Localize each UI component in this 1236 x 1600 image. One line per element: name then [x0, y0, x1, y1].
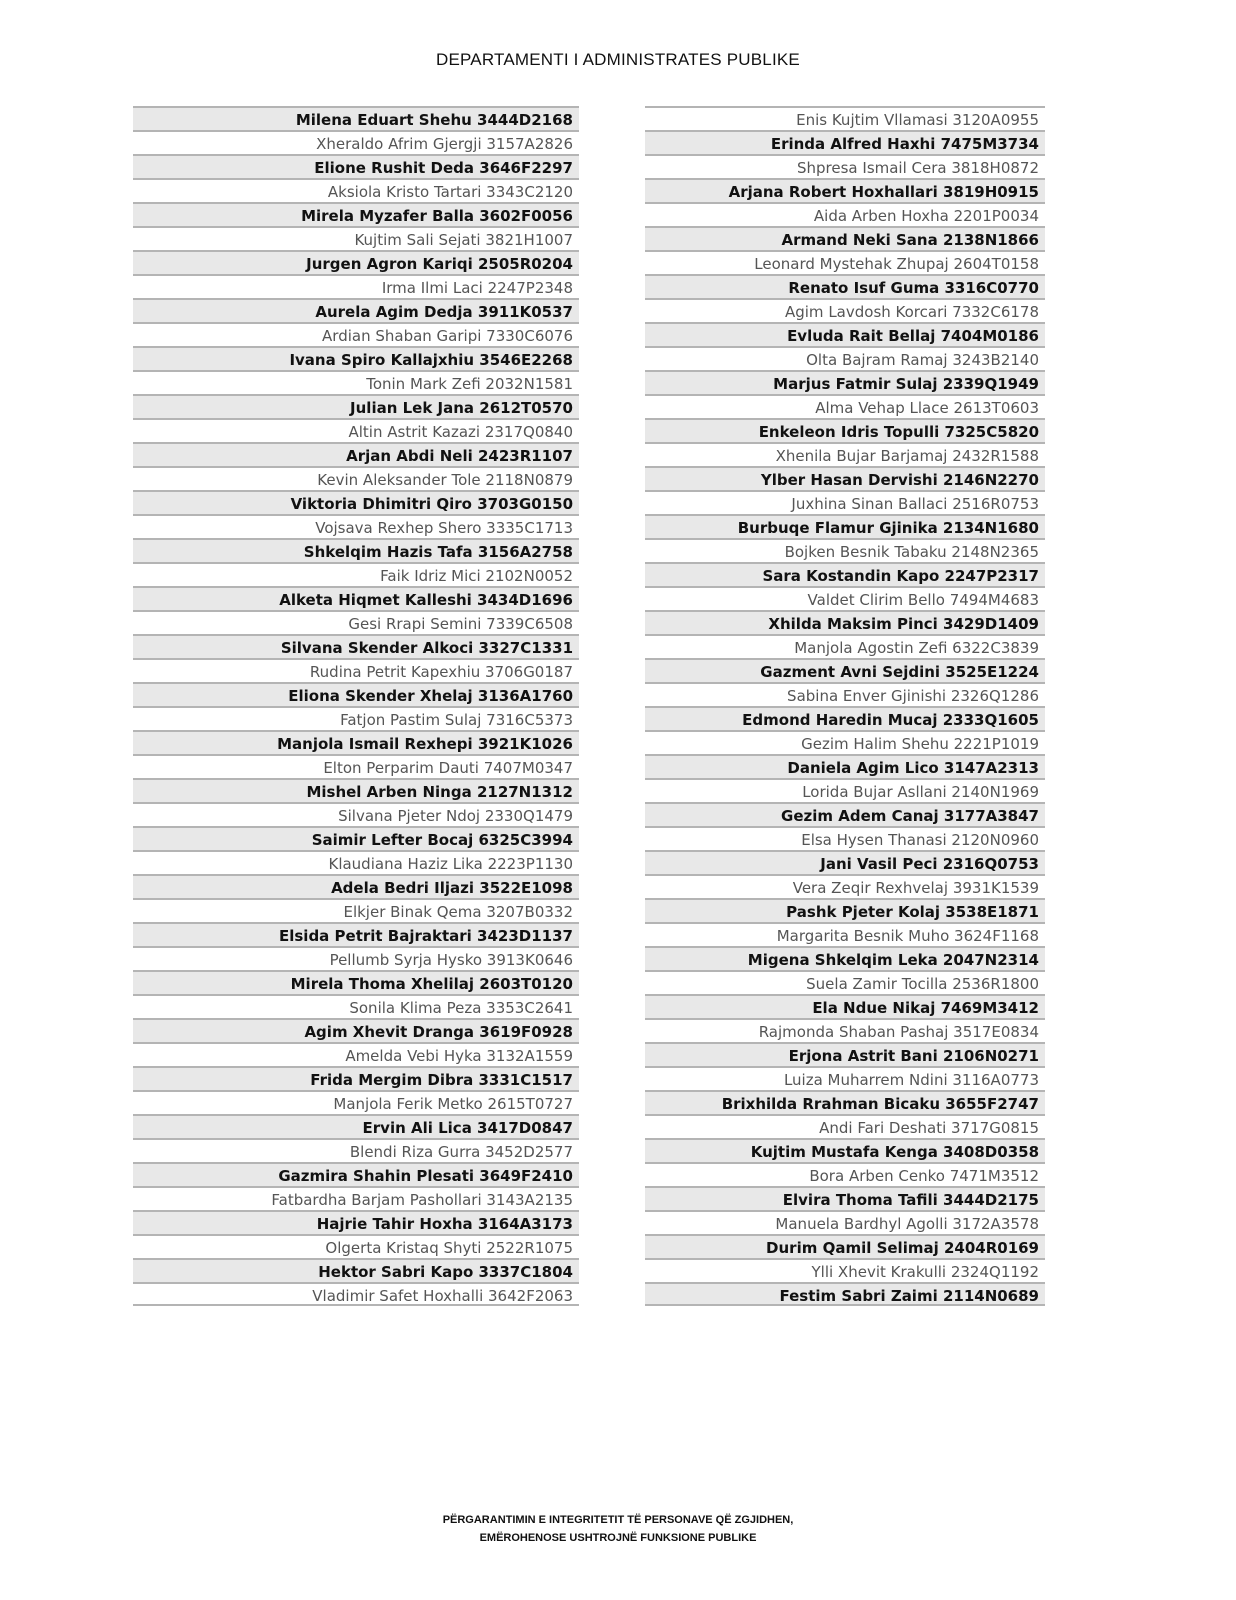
name-row: Fatbardha Barjam Pashollari 3143A2135 — [133, 1186, 579, 1210]
name-row: Eliona Skender Xhelaj 3136A1760 — [133, 682, 579, 706]
name-row: Enis Kujtim Vllamasi 3120A0955 — [645, 106, 1045, 130]
name-row: Gazment Avni Sejdini 3525E1224 — [645, 658, 1045, 682]
name-row: Aida Arben Hoxha 2201P0034 — [645, 202, 1045, 226]
name-row: Vladimir Safet Hoxhalli 3642F2063 — [133, 1282, 579, 1306]
name-row: Faik Idriz Mici 2102N0052 — [133, 562, 579, 586]
name-row: Olta Bajram Ramaj 3243B2140 — [645, 346, 1045, 370]
name-row: Shkelqim Hazis Tafa 3156A2758 — [133, 538, 579, 562]
name-row: Suela Zamir Tocilla 2536R1800 — [645, 970, 1045, 994]
name-row: Manjola Ferik Metko 2615T0727 — [133, 1090, 579, 1114]
name-row: Manjola Ismail Rexhepi 3921K1026 — [133, 730, 579, 754]
name-row: Ivana Spiro Kallajxhiu 3546E2268 — [133, 346, 579, 370]
name-row: Saimir Lefter Bocaj 6325C3994 — [133, 826, 579, 850]
name-row: Rajmonda Shaban Pashaj 3517E0834 — [645, 1018, 1045, 1042]
name-row: Mirela Thoma Xhelilaj 2603T0120 — [133, 970, 579, 994]
name-row: Andi Fari Deshati 3717G0815 — [645, 1114, 1045, 1138]
name-row: Festim Sabri Zaimi 2114N0689 — [645, 1282, 1045, 1306]
name-row: Marjus Fatmir Sulaj 2339Q1949 — [645, 370, 1045, 394]
name-row: Ela Ndue Nikaj 7469M3412 — [645, 994, 1045, 1018]
name-row: Renato Isuf Guma 3316C0770 — [645, 274, 1045, 298]
name-row: Edmond Haredin Mucaj 2333Q1605 — [645, 706, 1045, 730]
name-row: Armand Neki Sana 2138N1866 — [645, 226, 1045, 250]
name-row: Migena Shkelqim Leka 2047N2314 — [645, 946, 1045, 970]
name-row: Vojsava Rexhep Shero 3335C1713 — [133, 514, 579, 538]
name-row: Elvira Thoma Tafili 3444D2175 — [645, 1186, 1045, 1210]
name-row: Bojken Besnik Tabaku 2148N2365 — [645, 538, 1045, 562]
name-row: Sonila Klima Peza 3353C2641 — [133, 994, 579, 1018]
name-row: Ylber Hasan Dervishi 2146N2270 — [645, 466, 1045, 490]
name-row: Mirela Myzafer Balla 3602F0056 — [133, 202, 579, 226]
name-row: Sara Kostandin Kapo 2247P2317 — [645, 562, 1045, 586]
name-row: Agim Lavdosh Korcari 7332C6178 — [645, 298, 1045, 322]
name-row: Manjola Agostin Zefi 6322C3839 — [645, 634, 1045, 658]
name-row: Ardian Shaban Garipi 7330C6076 — [133, 322, 579, 346]
name-row: Elton Perparim Dauti 7407M0347 — [133, 754, 579, 778]
footer-line-2: EMËROHENOSE USHTROJNË FUNKSIONE PUBLIKE — [479, 1532, 757, 1544]
name-row: Erjona Astrit Bani 2106N0271 — [645, 1042, 1045, 1066]
name-row: Margarita Besnik Muho 3624F1168 — [645, 922, 1045, 946]
name-row: Aurela Agim Dedja 3911K0537 — [133, 298, 579, 322]
name-row: Leonard Mystehak Zhupaj 2604T0158 — [645, 250, 1045, 274]
name-row: Enkeleon Idris Topulli 7325C5820 — [645, 418, 1045, 442]
name-row: Mishel Arben Ninga 2127N1312 — [133, 778, 579, 802]
name-row: Aksiola Kristo Tartari 3343C2120 — [133, 178, 579, 202]
name-row: Elsa Hysen Thanasi 2120N0960 — [645, 826, 1045, 850]
name-row: Alma Vehap Llace 2613T0603 — [645, 394, 1045, 418]
name-row: Julian Lek Jana 2612T0570 — [133, 394, 579, 418]
name-row: Xhenila Bujar Barjamaj 2432R1588 — [645, 442, 1045, 466]
name-row: Elione Rushit Deda 3646F2297 — [133, 154, 579, 178]
name-row: Hektor Sabri Kapo 3337C1804 — [133, 1258, 579, 1282]
name-row: Olgerta Kristaq Shyti 2522R1075 — [133, 1234, 579, 1258]
name-row: Luiza Muharrem Ndini 3116A0773 — [645, 1066, 1045, 1090]
name-row: Lorida Bujar Asllani 2140N1969 — [645, 778, 1045, 802]
name-row: Xheraldo Afrim Gjergji 3157A2826 — [133, 130, 579, 154]
name-row: Gesi Rrapi Semini 7339C6508 — [133, 610, 579, 634]
name-row: Brixhilda Rrahman Bicaku 3655F2747 — [645, 1090, 1045, 1114]
name-row: Elkjer Binak Qema 3207B0332 — [133, 898, 579, 922]
name-row: Alketa Hiqmet Kalleshi 3434D1696 — [133, 586, 579, 610]
name-row: Sabina Enver Gjinishi 2326Q1286 — [645, 682, 1045, 706]
name-row: Amelda Vebi Hyka 3132A1559 — [133, 1042, 579, 1066]
name-row: Kujtim Sali Sejati 3821H1007 — [133, 226, 579, 250]
name-row: Silvana Pjeter Ndoj 2330Q1479 — [133, 802, 579, 826]
name-row: Gazmira Shahin Plesati 3649F2410 — [133, 1162, 579, 1186]
page-title: DEPARTAMENTI I ADMINISTRATES PUBLIKE — [436, 50, 800, 69]
name-row: Juxhina Sinan Ballaci 2516R0753 — [645, 490, 1045, 514]
name-row: Pashk Pjeter Kolaj 3538E1871 — [645, 898, 1045, 922]
name-row: Gezim Halim Shehu 2221P1019 — [645, 730, 1045, 754]
name-row: Pellumb Syrja Hysko 3913K0646 — [133, 946, 579, 970]
name-row: Bora Arben Cenko 7471M3512 — [645, 1162, 1045, 1186]
name-row: Silvana Skender Alkoci 3327C1331 — [133, 634, 579, 658]
left-name-column — [133, 106, 579, 1306]
name-row: Manuela Bardhyl Agolli 3172A3578 — [645, 1210, 1045, 1234]
name-row: Klaudiana Haziz Lika 2223P1130 — [133, 850, 579, 874]
name-row: Arjana Robert Hoxhallari 3819H0915 — [645, 178, 1045, 202]
name-row: Irma Ilmi Laci 2247P2348 — [133, 274, 579, 298]
name-row: Valdet Clirim Bello 7494M4683 — [645, 586, 1045, 610]
name-row: Erinda Alfred Haxhi 7475M3734 — [645, 130, 1045, 154]
name-row: Vera Zeqir Rexhvelaj 3931K1539 — [645, 874, 1045, 898]
name-row: Evluda Rait Bellaj 7404M0186 — [645, 322, 1045, 346]
name-row: Tonin Mark Zefi 2032N1581 — [133, 370, 579, 394]
footer-line-1: PËRGARANTIMIN E INTEGRITETIT TË PERSONAVE QË ZGJIDHEN, — [442, 1514, 794, 1526]
name-row: Hajrie Tahir Hoxha 3164A3173 — [133, 1210, 579, 1234]
name-row: Burbuqe Flamur Gjinika 2134N1680 — [645, 514, 1045, 538]
name-row: Blendi Riza Gurra 3452D2577 — [133, 1138, 579, 1162]
name-row: Altin Astrit Kazazi 2317Q0840 — [133, 418, 579, 442]
name-row: Milena Eduart Shehu 3444D2168 — [133, 106, 579, 130]
name-row: Ylli Xhevit Krakulli 2324Q1192 — [645, 1258, 1045, 1282]
name-row: Fatjon Pastim Sulaj 7316C5373 — [133, 706, 579, 730]
name-row: Adela Bedri Iljazi 3522E1098 — [133, 874, 579, 898]
name-row: Arjan Abdi Neli 2423R1107 — [133, 442, 579, 466]
right-name-column — [645, 106, 1045, 1306]
name-row: Jani Vasil Peci 2316Q0753 — [645, 850, 1045, 874]
name-row: Kevin Aleksander Tole 2118N0879 — [133, 466, 579, 490]
name-row: Agim Xhevit Dranga 3619F0928 — [133, 1018, 579, 1042]
name-row: Rudina Petrit Kapexhiu 3706G0187 — [133, 658, 579, 682]
name-row: Durim Qamil Selimaj 2404R0169 — [645, 1234, 1045, 1258]
name-row: Xhilda Maksim Pinci 3429D1409 — [645, 610, 1045, 634]
name-row: Daniela Agim Lico 3147A2313 — [645, 754, 1045, 778]
name-row: Kujtim Mustafa Kenga 3408D0358 — [645, 1138, 1045, 1162]
name-row: Shpresa Ismail Cera 3818H0872 — [645, 154, 1045, 178]
name-row: Ervin Ali Lica 3417D0847 — [133, 1114, 579, 1138]
name-row: Viktoria Dhimitri Qiro 3703G0150 — [133, 490, 579, 514]
footer — [0, 1511, 1236, 1547]
name-row: Jurgen Agron Kariqi 2505R0204 — [133, 250, 579, 274]
name-row: Gezim Adem Canaj 3177A3847 — [645, 802, 1045, 826]
name-row: Elsida Petrit Bajraktari 3423D1137 — [133, 922, 579, 946]
name-row: Frida Mergim Dibra 3331C1517 — [133, 1066, 579, 1090]
